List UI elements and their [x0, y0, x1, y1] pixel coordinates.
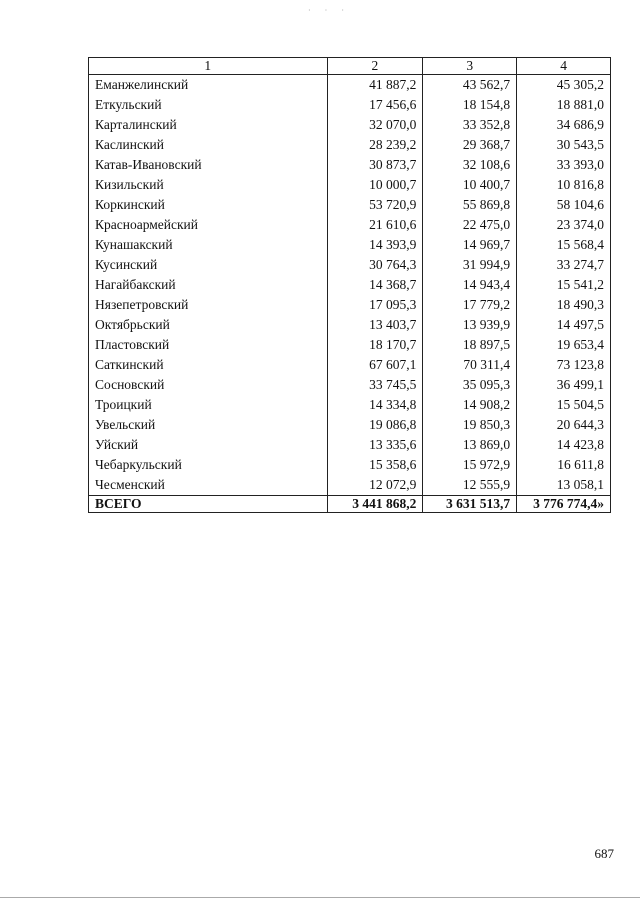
table-row: [89, 355, 611, 375]
value-col-2-cell: 28 239,2: [327, 135, 423, 155]
value-col-3-cell: 12 555,9: [423, 475, 517, 496]
value-col-2-cell: 17 095,3: [327, 295, 423, 315]
value-col-3-cell: 22 475,0: [423, 215, 517, 235]
table-row: [89, 315, 611, 335]
table-row: [89, 255, 611, 275]
value-col-4-cell: 58 104,6: [517, 195, 611, 215]
district-name-cell: Уйский: [89, 435, 328, 455]
value-col-2-cell: 21 610,6: [327, 215, 423, 235]
value-col-3-cell: 33 352,8: [423, 115, 517, 135]
value-col-4-cell: 73 123,8: [517, 355, 611, 375]
district-name-cell: Увельский: [89, 415, 328, 435]
value-col-2-cell: 33 745,5: [327, 375, 423, 395]
table-row: [89, 335, 611, 355]
total-col-4: 3 776 774,4»: [517, 496, 611, 513]
table-row: [89, 475, 611, 496]
table-row: [89, 275, 611, 295]
value-col-4-cell: 45 305,2: [517, 75, 611, 96]
value-col-4-cell: 36 499,1: [517, 375, 611, 395]
value-col-4-cell: 14 497,5: [517, 315, 611, 335]
table-row: [89, 95, 611, 115]
value-col-2-cell: 19 086,8: [327, 415, 423, 435]
value-col-2-cell: 17 456,6: [327, 95, 423, 115]
value-col-3-cell: 14 908,2: [423, 395, 517, 415]
value-col-4-cell: 20 644,3: [517, 415, 611, 435]
header-row: [89, 58, 611, 75]
value-col-3-cell: 18 897,5: [423, 335, 517, 355]
value-col-4-cell: 23 374,0: [517, 215, 611, 235]
district-name-cell: Кусинский: [89, 255, 328, 275]
value-col-2-cell: 30 764,3: [327, 255, 423, 275]
value-col-2-cell: 14 334,8: [327, 395, 423, 415]
district-name-cell: Чесменский: [89, 475, 328, 496]
table-row: [89, 75, 611, 96]
value-col-4-cell: 18 881,0: [517, 95, 611, 115]
table-body: [89, 75, 611, 496]
table-row: [89, 435, 611, 455]
value-col-3-cell: 17 779,2: [423, 295, 517, 315]
district-name-cell: Сосновский: [89, 375, 328, 395]
value-col-3-cell: 43 562,7: [423, 75, 517, 96]
district-name-cell: Каслинский: [89, 135, 328, 155]
value-col-4-cell: 13 058,1: [517, 475, 611, 496]
value-col-4-cell: 33 274,7: [517, 255, 611, 275]
value-col-4-cell: 15 504,5: [517, 395, 611, 415]
table-row: [89, 395, 611, 415]
value-col-2-cell: 14 368,7: [327, 275, 423, 295]
value-col-4-cell: 15 568,4: [517, 235, 611, 255]
value-col-4-cell: 33 393,0: [517, 155, 611, 175]
bottom-edge-line: [0, 897, 640, 898]
value-col-3-cell: 18 154,8: [423, 95, 517, 115]
value-col-2-cell: 41 887,2: [327, 75, 423, 96]
district-name-cell: Катав-Ивановский: [89, 155, 328, 175]
value-col-3-cell: 14 969,7: [423, 235, 517, 255]
header-col-1: 1: [89, 58, 328, 75]
district-name-cell: Коркинский: [89, 195, 328, 215]
value-col-2-cell: 15 358,6: [327, 455, 423, 475]
district-name-cell: Октябрьский: [89, 315, 328, 335]
table-row: [89, 295, 611, 315]
district-name-cell: Кунашакский: [89, 235, 328, 255]
table-row: [89, 135, 611, 155]
district-name-cell: Кизильский: [89, 175, 328, 195]
value-col-3-cell: 31 994,9: [423, 255, 517, 275]
table-row: [89, 215, 611, 235]
value-col-2-cell: 32 070,0: [327, 115, 423, 135]
value-col-2-cell: 12 072,9: [327, 475, 423, 496]
value-col-3-cell: 70 311,4: [423, 355, 517, 375]
value-col-4-cell: 30 543,5: [517, 135, 611, 155]
table-row: [89, 455, 611, 475]
value-col-2-cell: 53 720,9: [327, 195, 423, 215]
value-col-4-cell: 34 686,9: [517, 115, 611, 135]
district-name-cell: Пластовский: [89, 335, 328, 355]
district-name-cell: Красноармейский: [89, 215, 328, 235]
value-col-2-cell: 18 170,7: [327, 335, 423, 355]
value-col-3-cell: 15 972,9: [423, 455, 517, 475]
value-col-4-cell: 10 816,8: [517, 175, 611, 195]
value-col-2-cell: 10 000,7: [327, 175, 423, 195]
value-col-2-cell: 67 607,1: [327, 355, 423, 375]
total-row: [89, 496, 611, 513]
table-header: [89, 58, 611, 75]
district-name-cell: Троицкий: [89, 395, 328, 415]
value-col-3-cell: 55 869,8: [423, 195, 517, 215]
total-label: ВСЕГО: [89, 496, 328, 513]
value-col-2-cell: 13 403,7: [327, 315, 423, 335]
table-row: [89, 115, 611, 135]
value-col-2-cell: 14 393,9: [327, 235, 423, 255]
value-col-3-cell: 13 869,0: [423, 435, 517, 455]
district-name-cell: Еманжелинский: [89, 75, 328, 96]
value-col-2-cell: 13 335,6: [327, 435, 423, 455]
value-col-4-cell: 15 541,2: [517, 275, 611, 295]
value-col-3-cell: 32 108,6: [423, 155, 517, 175]
total-col-2: 3 441 868,2: [327, 496, 423, 513]
district-name-cell: Саткинский: [89, 355, 328, 375]
header-col-2: 2: [327, 58, 423, 75]
table-row: [89, 175, 611, 195]
district-name-cell: Чебаркульский: [89, 455, 328, 475]
district-name-cell: Нагайбакский: [89, 275, 328, 295]
value-col-4-cell: 19 653,4: [517, 335, 611, 355]
scan-speck-decoration: · · ·: [308, 6, 350, 15]
table-row: [89, 155, 611, 175]
table-row: [89, 195, 611, 215]
value-col-4-cell: 14 423,8: [517, 435, 611, 455]
value-col-3-cell: 19 850,3: [423, 415, 517, 435]
header-col-3: 3: [423, 58, 517, 75]
header-col-4: 4: [517, 58, 611, 75]
value-col-3-cell: 10 400,7: [423, 175, 517, 195]
page-number: 687: [594, 846, 614, 861]
value-col-3-cell: 29 368,7: [423, 135, 517, 155]
value-col-4-cell: 16 611,8: [517, 455, 611, 475]
value-col-3-cell: 13 939,9: [423, 315, 517, 335]
value-col-3-cell: 35 095,3: [423, 375, 517, 395]
district-name-cell: Еткульский: [89, 95, 328, 115]
table-row: [89, 235, 611, 255]
total-col-3: 3 631 513,7: [423, 496, 517, 513]
table-row: [89, 415, 611, 435]
value-col-4-cell: 18 490,3: [517, 295, 611, 315]
value-col-3-cell: 14 943,4: [423, 275, 517, 295]
district-name-cell: Нязепетровский: [89, 295, 328, 315]
district-name-cell: Карталинский: [89, 115, 328, 135]
value-col-2-cell: 30 873,7: [327, 155, 423, 175]
table-row: [89, 375, 611, 395]
budget-table: [88, 57, 611, 513]
